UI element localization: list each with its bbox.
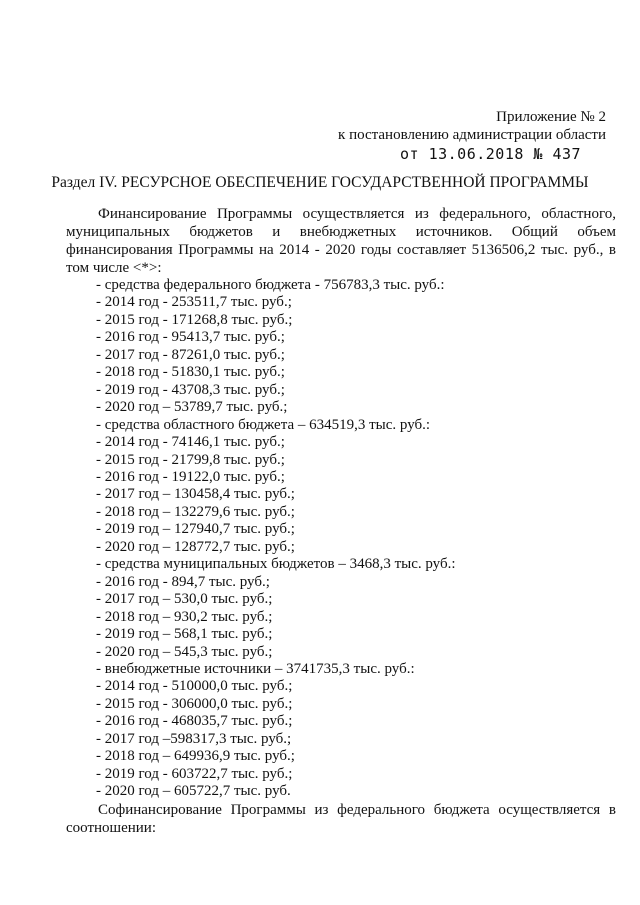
funding-list-item: - 2014 год - 253511,7 тыс. руб.; [96, 294, 292, 311]
funding-list-item: - 2015 год - 306000,0 тыс. руб.; [96, 695, 293, 712]
funding-list-item: - 2016 год - 468035,7 тыс. руб.; [96, 713, 293, 730]
funding-list-item: - 2018 год – 649936,9 тыс. руб.; [96, 748, 295, 765]
funding-list-item: - 2018 год – 132279,6 тыс. руб.; [96, 503, 295, 520]
funding-list-item: - 2017 год - 87261,0 тыс. руб.; [96, 346, 285, 363]
funding-list-item: - 2019 год - 603722,7 тыс. руб.; [96, 765, 293, 782]
document-header [338, 108, 606, 144]
intro-paragraph: Финансирование Программы осуществляется из федерального, областного, муниципальных бюджетов и внебюджетных источников. Общий объем финансирования Программы на 2014 - 2020 годы составляет 5136506,2 тыс. руб., в том числе <*>: [66, 206, 616, 276]
funding-list-item: - 2016 год - 95413,7 тыс. руб.; [96, 329, 285, 346]
funding-list-item: - 2020 год – 545,3 тыс. руб.; [96, 643, 273, 660]
appendix-reference: к постановлению администрации области [338, 127, 606, 143]
appendix-label: Приложение № 2 [496, 109, 606, 125]
order-date-number: от 13.06.2018 № 437 [400, 145, 582, 163]
funding-list-item: - 2020 год – 605722,7 тыс. руб. [96, 783, 291, 800]
funding-list-item: - 2020 год – 128772,7 тыс. руб.; [96, 538, 295, 555]
funding-list-item: - 2019 год - 43708,3 тыс. руб.; [96, 381, 285, 398]
funding-list-item: - 2017 год – 130458,4 тыс. руб.; [96, 486, 295, 503]
funding-list-item: - 2018 год – 930,2 тыс. руб.; [96, 608, 273, 625]
funding-list-item: - внебюджетные источники – 3741735,3 тыс. руб.: [96, 660, 415, 677]
funding-list-item: - 2017 год – 530,0 тыс. руб.; [96, 591, 273, 608]
funding-list-item: - 2016 год - 19122,0 тыс. руб.; [96, 468, 285, 485]
funding-list-item: - средства областного бюджета – 634519,3 тыс. руб.: [96, 416, 431, 433]
funding-list-item: - средства федерального бюджета - 756783,3 тыс. руб.: [96, 277, 445, 293]
funding-list [66, 277, 616, 801]
funding-list-item: - 2015 год - 171268,8 тыс. руб.; [96, 311, 293, 328]
funding-list-item: - 2019 год – 568,1 тыс. руб.; [96, 626, 273, 643]
funding-list-item: - 2017 год –598317,3 тыс. руб.; [96, 730, 292, 747]
closing-paragraph: Софинансирование Программы из федерального бюджета осуществляется в соотношении: [66, 801, 616, 836]
funding-list-item: - 2016 год - 894,7 тыс. руб.; [96, 573, 270, 590]
funding-list-item: - 2014 год - 74146,1 тыс. руб.; [96, 434, 285, 451]
funding-list-item: - 2019 год – 127940,7 тыс. руб.; [96, 521, 295, 538]
funding-list-item: - 2020 год – 53789,7 тыс. руб.; [96, 399, 288, 416]
section-title: Раздел IV. РЕСУРСНОЕ ОБЕСПЕЧЕНИЕ ГОСУДАРСТВЕННОЙ ПРОГРАММЫ [51, 174, 589, 191]
document-body [66, 205, 616, 837]
funding-list-item: - 2015 год - 21799,8 тыс. руб.; [96, 451, 285, 468]
funding-list-item: - 2014 год - 510000,0 тыс. руб.; [96, 678, 293, 695]
funding-list-item: - 2018 год - 51830,1 тыс. руб.; [96, 364, 285, 381]
funding-list-item: - средства муниципальных бюджетов – 3468,3 тыс. руб.: [96, 556, 456, 573]
